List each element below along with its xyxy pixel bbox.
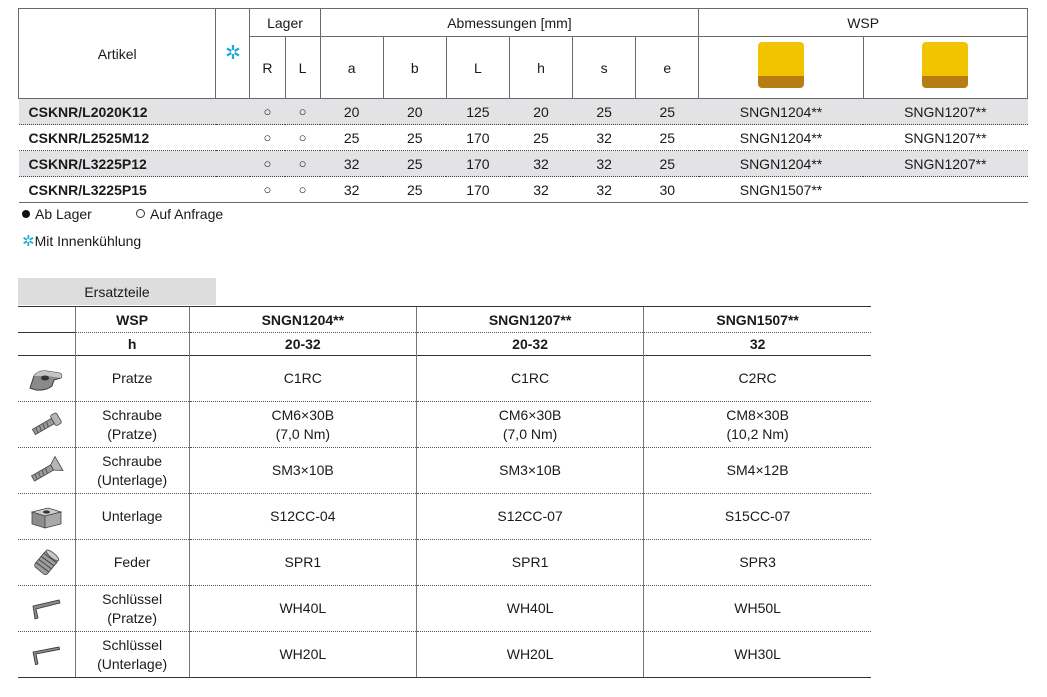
lager-r-cell: ○ [250, 125, 285, 151]
dim-b-cell: 25 [383, 177, 446, 203]
wsp1-cell: SNGN1204** [699, 125, 863, 151]
part-value: WH40L [416, 586, 643, 632]
part-label: Feder [75, 540, 189, 586]
dim-h-cell: 25 [509, 125, 572, 151]
part-value: CM6×30B (7,0 Nm) [416, 402, 643, 448]
shim-icon [18, 494, 75, 540]
hex-key-icon [18, 586, 75, 632]
lager-l-cell: ○ [285, 125, 320, 151]
artikel-cell: CSKNR/L2020K12 [19, 99, 216, 125]
col-header-r: R [250, 37, 285, 99]
table-row [18, 540, 871, 586]
part-value: SPR1 [416, 540, 643, 586]
screw-icon [18, 402, 75, 448]
part-value: C2RC [644, 356, 871, 402]
spring-icon [18, 540, 75, 586]
wsp2-cell: SNGN1207** [863, 151, 1027, 177]
dim-e-cell: 25 [636, 125, 699, 151]
table-row [18, 494, 871, 540]
col-header-b: b [383, 37, 446, 99]
table-row [18, 402, 871, 448]
filled-dot-icon [22, 210, 30, 218]
col-header-a: a [320, 37, 383, 99]
lager-l-cell: ○ [285, 177, 320, 203]
dim-h-cell: 20 [509, 99, 572, 125]
part-label: Schlüssel (Unterlage) [75, 632, 189, 678]
dim-s-cell: 32 [573, 177, 636, 203]
table-row [19, 177, 1028, 203]
table-row [19, 125, 1028, 151]
part-value: WH40L [189, 586, 416, 632]
wsp-col-1: SNGN1204** [189, 307, 416, 333]
countersunk-screw-icon [18, 448, 75, 494]
col-header-s: s [573, 37, 636, 99]
dim-h-cell: 32 [509, 151, 572, 177]
dim-a-cell: 20 [320, 99, 383, 125]
col-header-length: L [446, 37, 509, 99]
part-value: C1RC [189, 356, 416, 402]
h-col-1: 20-32 [189, 333, 416, 356]
dim-a-cell: 32 [320, 177, 383, 203]
wsp1-cell: SNGN1507** [699, 177, 863, 203]
lager-r-cell: ○ [250, 99, 285, 125]
dim-length-cell: 170 [446, 177, 509, 203]
col-header-lager: Lager [250, 9, 320, 37]
dim-h-cell: 32 [509, 177, 572, 203]
table-row [18, 356, 871, 402]
snowflake-icon: ✲ [22, 233, 35, 250]
dim-e-cell: 25 [636, 151, 699, 177]
dim-e-cell: 30 [636, 177, 699, 203]
dim-length-cell: 170 [446, 125, 509, 151]
wsp2-cell: SNGN1207** [863, 99, 1027, 125]
dim-s-cell: 32 [573, 151, 636, 177]
spare-parts-table [18, 306, 871, 678]
part-label: Pratze [75, 356, 189, 402]
insert-image-2 [863, 37, 1027, 99]
table-row [18, 448, 871, 494]
col-header-artikel: Artikel [19, 9, 216, 99]
lager-r-cell: ○ [250, 151, 285, 177]
part-value: WH20L [416, 632, 643, 678]
dim-s-cell: 32 [573, 125, 636, 151]
h-label: h [75, 333, 189, 356]
dim-length-cell: 125 [446, 99, 509, 125]
col-header-wsp: WSP [699, 9, 1028, 37]
part-value: WH20L [189, 632, 416, 678]
artikel-cell: CSKNR/L3225P12 [19, 151, 216, 177]
legend-auf-anfrage: Auf Anfrage [136, 206, 223, 222]
dim-b-cell: 25 [383, 125, 446, 151]
insert-icon [922, 42, 968, 88]
dim-b-cell: 25 [383, 151, 446, 177]
part-label: Schraube (Unterlage) [75, 448, 189, 494]
dim-e-cell: 25 [636, 99, 699, 125]
wsp1-cell: SNGN1204** [699, 99, 863, 125]
coolant-snowflake-icon: ✲ [216, 9, 250, 99]
part-value: S15CC-07 [644, 494, 871, 540]
part-value: SPR3 [644, 540, 871, 586]
wsp-label: WSP [75, 307, 189, 333]
legend-innenkuehlung: ✲Mit Innenkühlung [22, 233, 142, 250]
wsp-col-3: SNGN1507** [644, 307, 871, 333]
dim-s-cell: 25 [573, 99, 636, 125]
wsp2-cell: SNGN1207** [863, 125, 1027, 151]
dim-b-cell: 20 [383, 99, 446, 125]
col-header-abmessungen: Abmessungen [mm] [320, 9, 699, 37]
h-col-3: 32 [644, 333, 871, 356]
open-circle-icon [136, 209, 145, 218]
h-col-2: 20-32 [416, 333, 643, 356]
dim-a-cell: 25 [320, 125, 383, 151]
part-value: C1RC [416, 356, 643, 402]
part-value: S12CC-07 [416, 494, 643, 540]
clamp-icon [18, 356, 75, 402]
col-header-h: h [509, 37, 572, 99]
part-value: WH30L [644, 632, 871, 678]
artikel-cell: CSKNR/L2525M12 [19, 125, 216, 151]
insert-image-1 [699, 37, 863, 99]
part-label: Schraube (Pratze) [75, 402, 189, 448]
hex-key-icon [18, 632, 75, 678]
part-value: WH50L [644, 586, 871, 632]
part-value: SPR1 [189, 540, 416, 586]
table-row [18, 632, 871, 678]
spare-parts-tab: Ersatzteile [18, 278, 216, 305]
legend-ab-lager: Ab Lager [22, 206, 92, 222]
lager-r-cell: ○ [250, 177, 285, 203]
table-row [19, 99, 1028, 125]
lager-l-cell: ○ [285, 151, 320, 177]
dim-length-cell: 170 [446, 151, 509, 177]
lager-l-cell: ○ [285, 99, 320, 125]
product-table [18, 8, 1028, 203]
wsp-col-2: SNGN1207** [416, 307, 643, 333]
dim-a-cell: 32 [320, 151, 383, 177]
col-header-l: L [285, 37, 320, 99]
insert-icon [758, 42, 804, 88]
wsp2-cell [863, 177, 1027, 203]
part-value: S12CC-04 [189, 494, 416, 540]
part-label: Unterlage [75, 494, 189, 540]
col-header-e: e [636, 37, 699, 99]
wsp1-cell: SNGN1204** [699, 151, 863, 177]
table-row [18, 586, 871, 632]
part-value: CM6×30B (7,0 Nm) [189, 402, 416, 448]
part-value: SM3×10B [189, 448, 416, 494]
part-value: SM3×10B [416, 448, 643, 494]
part-label: Schlüssel (Pratze) [75, 586, 189, 632]
part-value: SM4×12B [644, 448, 871, 494]
artikel-cell: CSKNR/L3225P15 [19, 177, 216, 203]
part-value: CM8×30B (10,2 Nm) [644, 402, 871, 448]
table-row [19, 151, 1028, 177]
